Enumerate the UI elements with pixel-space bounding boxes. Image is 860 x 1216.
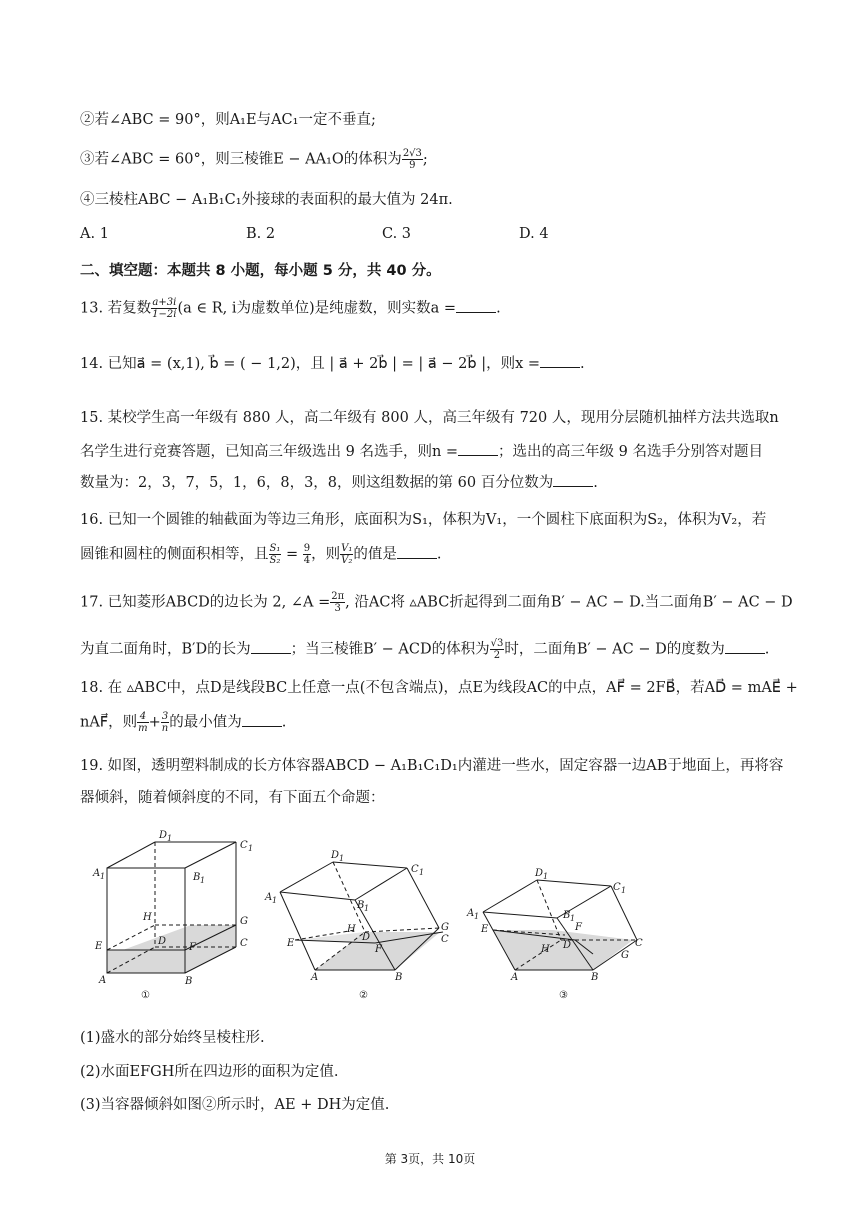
answer-blank (251, 641, 291, 654)
label-c1-sub: 1 (248, 844, 254, 853)
label-c1: C (240, 840, 248, 851)
label-c: C (441, 934, 449, 945)
label-f: F (575, 922, 582, 933)
choice-d: D. 4 (519, 226, 549, 242)
answer-blank (553, 474, 593, 487)
question-16-line-1: 16. 已知一个圆锥的轴截面为等边三角形，底面积为S₁，体积为V₁，一个圆柱下底面积为S₂，体积为V₂，若 (80, 512, 767, 528)
proposition-1: (1)盛水的部分始终呈棱柱形. (80, 1030, 265, 1046)
label-a: A (311, 972, 319, 983)
label-g: G (240, 916, 248, 927)
label-b: B (395, 972, 403, 983)
page-footer: 第 3页，共 10页 (384, 1152, 476, 1166)
statement-2: ②若∠ABC = 90°，则A₁E与AC₁一定不垂直; (80, 112, 376, 128)
label-h: H (541, 944, 550, 955)
figure-2-caption: ② (359, 990, 368, 1001)
statement-4: ④三棱柱ABC − A₁B₁C₁外接球的表面积的最大值为 24π. (80, 192, 453, 208)
label-b: B (185, 976, 193, 987)
answer-blank (458, 443, 498, 456)
figure-3 (483, 880, 637, 970)
question-15-line-2: 名学生进行竞赛答题，已知高三年级选出 9 名选手，则n = ；选出的高三年级 9 名选手分别答对题目 (80, 444, 763, 460)
question-18-line-1: 18. 在 ▵ABC中，点D是线段BC上任意一点(不包含端点)，点E为线段AC的中点，AF⃗ = 2FB⃗，若AD⃗ = mAE⃗ + (80, 680, 798, 696)
label-f: F (375, 944, 382, 955)
label-h: H (347, 924, 356, 935)
proposition-2: (2)水面EFGH所在四边形的面积为定值. (80, 1064, 339, 1080)
question-15-line-3: 数量为：2，3，7，5，1，6，8，3，8，则这组数据的第 60 百分位数为 . (80, 475, 598, 491)
label-a1-sub: 1 (272, 896, 278, 905)
label-b1-sub: 1 (200, 876, 206, 885)
label-d: D (563, 940, 572, 951)
label-d1: D (535, 868, 544, 879)
label-d1: D (331, 850, 340, 861)
figure-1-labels (92, 830, 253, 1001)
answer-blank (725, 641, 765, 654)
label-b1-sub: 1 (570, 914, 576, 923)
choice-a: A. 1 (80, 226, 109, 242)
answer-blank (456, 300, 496, 313)
label-e: E (287, 938, 295, 949)
label-d1-sub: 1 (543, 872, 549, 881)
statement-3: ③若∠ABC = 60°，则三棱锥E − AA₁O的体积为 $\frac{2√3}{9}$ ; (80, 148, 428, 171)
label-g: G (441, 922, 449, 933)
label-d: D (362, 932, 371, 943)
label-a1-sub: 1 (474, 912, 480, 921)
label-a1: A (265, 892, 273, 903)
label-c1: C (613, 882, 621, 893)
label-b: B (591, 972, 599, 983)
question-14: 14. 已知a⃗ = (x,1), b⃗ = ( − 1,2)，且 | a⃗ + 2b⃗ | = | a⃗ − 2b⃗ |，则x = . (80, 356, 585, 372)
question-16-line-2: 圆锥和圆柱的侧面积相等，且 $\frac{\text{S₁}}{\text{S₂}}$ = $\frac{9}{4}$ ，则 $\frac{\text{V₁}}{\text{V₂}}$ 的值是 . (80, 543, 442, 566)
label-a: A (511, 972, 519, 983)
label-c: C (240, 938, 248, 949)
label-e: E (481, 924, 489, 935)
label-f: F (189, 942, 196, 953)
label-b1: B (193, 872, 201, 883)
answer-blank (242, 714, 282, 727)
label-a1-sub: 1 (100, 872, 106, 881)
figure-1 (107, 842, 236, 973)
label-e: E (95, 941, 103, 952)
choice-c: C. 3 (382, 226, 412, 242)
label-b1-sub: 1 (364, 904, 370, 913)
question-19-line-1: 19. 如图，透明塑料制成的长方体容器ABCD − A₁B₁C₁D₁内灌进一些水，固定容器一边AB于地面上，再将容 (80, 758, 784, 774)
label-a1: A (93, 868, 101, 879)
question-18-line-2: nAF⃗，则 $\frac{4}{m}$ + $\frac{3}{n}$ 的最小值为 . (80, 711, 287, 734)
label-c1: C (411, 864, 419, 875)
label-d: D (158, 936, 167, 947)
label-b1: B (563, 910, 571, 921)
question-13: 13. 若复数 $\frac{a+3i}{1-2i}$ (a ∈ R, i为虚数单位)是纯虚数，则实数a = . (80, 297, 501, 320)
label-d1-sub: 1 (167, 834, 173, 843)
answer-blank (397, 546, 437, 559)
label-a1: A (467, 908, 475, 919)
label-c1-sub: 1 (419, 868, 425, 877)
label-a: A (99, 975, 107, 986)
label-g: G (621, 950, 629, 961)
question-15-line-1: 15. 某校学生高一年级有 880 人，高二年级有 800 人，高三年级有 720 人，现用分层随机抽样方法共选取n (80, 410, 779, 426)
container-figures (85, 820, 665, 1010)
choice-b: B. 2 (246, 226, 276, 242)
figure-1-caption: ① (141, 990, 150, 1001)
label-d1: D (159, 830, 168, 841)
label-b1: B (357, 900, 365, 911)
label-h: H (143, 912, 152, 923)
section-heading: 二、填空题：本题共 8 小题，每小题 5 分，共 40 分。 (80, 263, 441, 279)
figure-2-labels (264, 850, 449, 1001)
proposition-3: (3)当容器倾斜如图②所示时，AE + DH为定值. (80, 1097, 390, 1113)
figure-2 (280, 862, 445, 970)
label-c1-sub: 1 (621, 886, 627, 895)
label-c: C (635, 938, 643, 949)
label-d1-sub: 1 (339, 854, 345, 863)
question-17-line-2: 为直二面角时，B′D的长为 ；当三棱锥B′ − ACD的体积为 $\frac{√3}{2}$ 时，二面角B′ − AC − D的度数为 . (80, 638, 770, 661)
question-17-line-1: 17. 已知菱形ABCD的边长为 2, ∠A = $\frac{2\pi}{3}$ , 沿AC将 ▵ABC折起得到二面角B′ − AC − D.当二面角B′ − AC − D (80, 591, 793, 614)
question-19-line-2: 器倾斜，随着倾斜度的不同，有下面五个命题： (80, 790, 385, 806)
figure-3-caption: ③ (559, 990, 568, 1001)
answer-blank (540, 355, 580, 368)
